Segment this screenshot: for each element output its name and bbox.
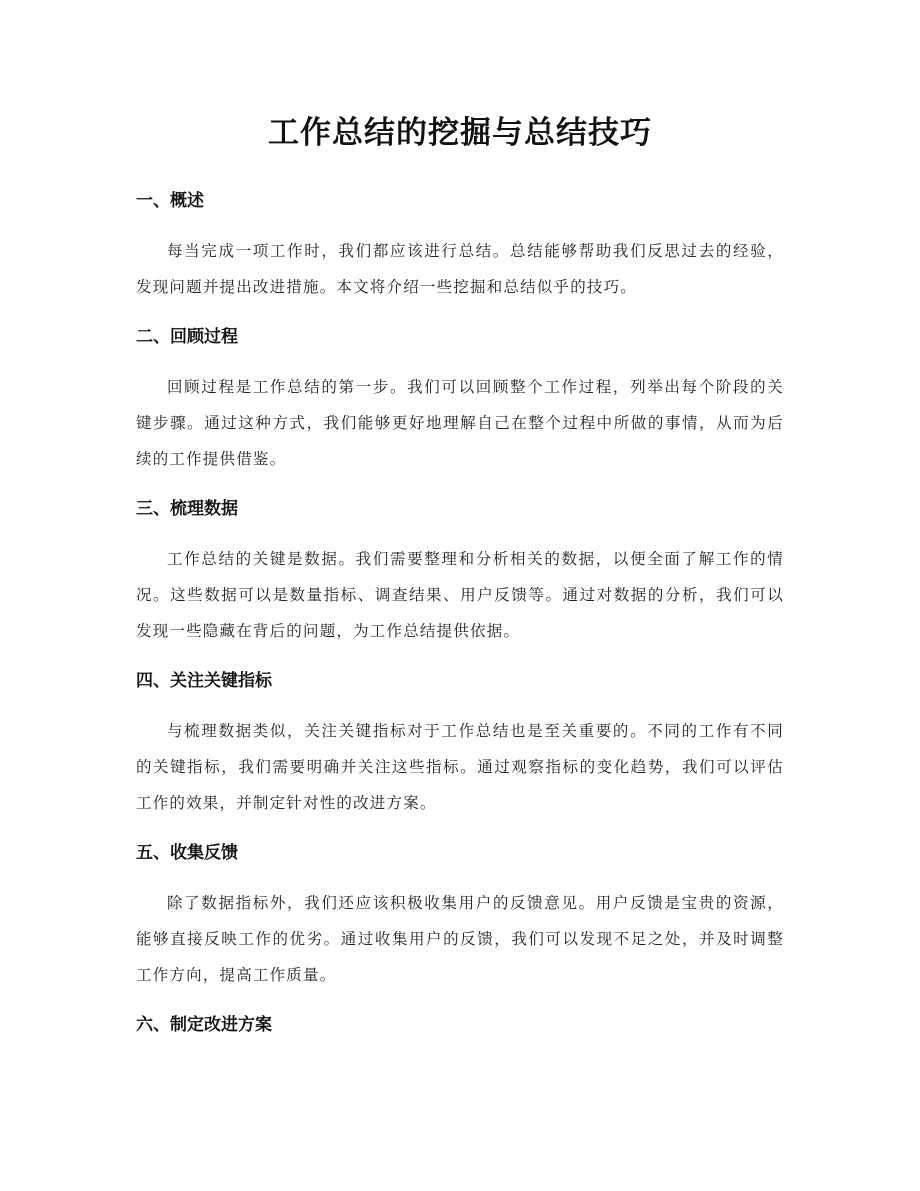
section-body-collect-feedback: 除了数据指标外，我们还应该积极收集用户的反馈意见。用户反馈是宝贵的资源，能够直接反映工作的优劣。通过收集用户的反馈，我们可以发现不足之处，并及时调整工作方向，提高工作质量。	[136, 894, 784, 984]
section-body-review-process: 回顾过程是工作总结的第一步。我们可以回顾整个工作过程，列举出每个阶段的关键步骤。通过这种方式，我们能够更好地理解自己在整个过程中所做的事情，从而为后续的工作提供借鉴。	[136, 378, 784, 468]
section-heading-collect-feedback: 五、收集反馈	[136, 843, 238, 863]
section-heading-key-metrics: 四、关注关键指标	[136, 671, 272, 691]
section-body-organize-data: 工作总结的关键是数据。我们需要整理和分析相关的数据，以便全面了解工作的情况。这些数据可以是数量指标、调查结果、用户反馈等。通过对数据的分析，我们可以发现一些隐藏在背后的问题，为工作总结提供依据。	[136, 550, 784, 640]
section-heading-organize-data: 三、梳理数据	[136, 499, 238, 519]
document-title: 工作总结的挖掘与总结技巧	[268, 115, 652, 151]
section-heading-review-process: 二、回顾过程	[136, 327, 238, 347]
section-body-key-metrics: 与梳理数据类似，关注关键指标对于工作总结也是至关重要的。不同的工作有不同的关键指标，我们需要明确并关注这些指标。通过观察指标的变化趋势，我们可以评估工作的效果，并制定针对性的改进方案。	[136, 722, 784, 812]
section-body-overview: 每当完成一项工作时，我们都应该进行总结。总结能够帮助我们反思过去的经验，发现问题并提出改进措施。本文将介绍一些挖掘和总结似乎的技巧。	[136, 242, 784, 296]
section-heading-overview: 一、概述	[136, 191, 204, 211]
section-heading-improvement-plan: 六、制定改进方案	[136, 1015, 272, 1035]
